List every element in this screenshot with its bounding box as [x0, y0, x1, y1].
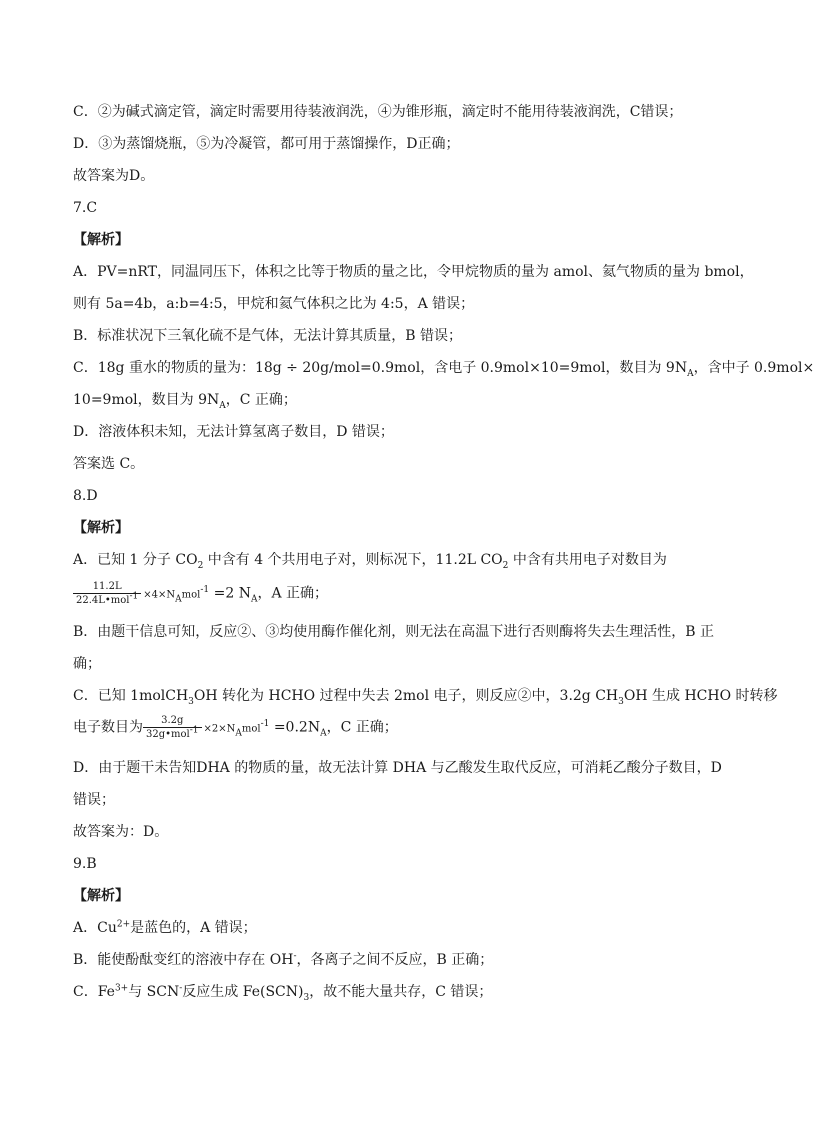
text-line: 确；	[73, 656, 101, 672]
analysis-heading: 【解析】	[73, 888, 129, 904]
analysis-heading: 【解析】	[73, 232, 129, 248]
text-line: 故答案为：D。	[73, 824, 169, 840]
text-line: C．$Fe^{3+}$与 SCN-反应生成 $Fe(SCN)_3$，故不能大量共存，C 错误；	[73, 983, 493, 1003]
text-line: B．能使酚酞变红的溶液中存在 OH-，各离子之间不反应，B 正确；	[73, 951, 494, 968]
text-line: A．已知 1 分子 $CO_2$ 中含有 4 个共用电子对，则标况下，11.2L $CO_2$ 中含有共用电子对数目为	[73, 552, 667, 571]
question-number: 8.D	[73, 488, 98, 504]
text-line: A．$Cu^{2+}$是蓝色的，A 错误；	[73, 919, 257, 936]
formula-line: $\frac{11.2L}{22.4L•mol^{-1}}$ $\times 4\times N_Amol^{-1} =2$ $N_A$，A 正确；	[73, 580, 328, 607]
fraction: $\frac{3.2g}{32g•mol^{-1}}$	[143, 714, 202, 741]
text-line: D．溶液体积未知，无法计算氢离子数目，D 错误；	[73, 424, 394, 440]
text-line: 则有 5a=4b，a:b=4:5，甲烷和氦气体积之比为 4:5，A 错误；	[73, 296, 475, 312]
fraction: $\frac{11.2L}{22.4L•mol^{-1}}$	[73, 580, 141, 607]
text-line: A．PV=nRT，同温同压下，体积之比等于物质的量之比，令甲烷物质的量为 amol、氦气物质的量为 bmol，	[73, 264, 754, 280]
question-number: 7.C	[73, 200, 98, 216]
text-line: B．由题干信息可知，反应②、③均使用酶作催化剂，则无法在高温下进行否则酶将失去生理活性，B 正	[73, 624, 715, 640]
text-line: C．②为碱式滴定管，滴定时需要用待装液润洗，④为锥形瓶，滴定时不能用待装液润洗，C错误；	[73, 104, 683, 120]
text-line: 答案选 C。	[73, 456, 145, 472]
text-line: 故答案为D。	[73, 168, 155, 184]
text-line: D．③为蒸馏烧瓶，⑤为冷凝管，都可用于蒸馏操作，D正确；	[73, 136, 460, 152]
text-line: C．已知 1molCH$_3$OH 转化为 HCHO 过程中失去 2mol 电子，则反应②中，3.2g $CH_3OH$ 生成 HCHO 时转移	[73, 688, 778, 707]
text-line: 错误；	[73, 792, 115, 808]
text-line: B．标准状况下三氧化硫不是气体，无法计算其质量，B 错误；	[73, 328, 463, 344]
text-line: 10=9mol，数目为 $9N_A$，C 正确；	[73, 392, 297, 411]
analysis-heading: 【解析】	[73, 520, 129, 536]
question-number: 9.B	[73, 856, 97, 872]
text-line: D．由于题干未告知DHA 的物质的量，故无法计算 DHA 与乙酸发生取代反应，可消耗乙酸分子数目，D	[73, 760, 722, 776]
formula-line: 电子数目为 $\frac{3.2g}{32g•mol^{-1}}$ $\times 2\times N_Amol^{-1} =0.2N_A$，C 正确；	[73, 715, 398, 740]
text-line: C．18g 重水的物质的量为：18g ÷ 20g/mol=0.9mol，含电子 0.9mol×10=9mol，数目为 $9N_A$，含中子 0.9mol×	[73, 360, 814, 379]
